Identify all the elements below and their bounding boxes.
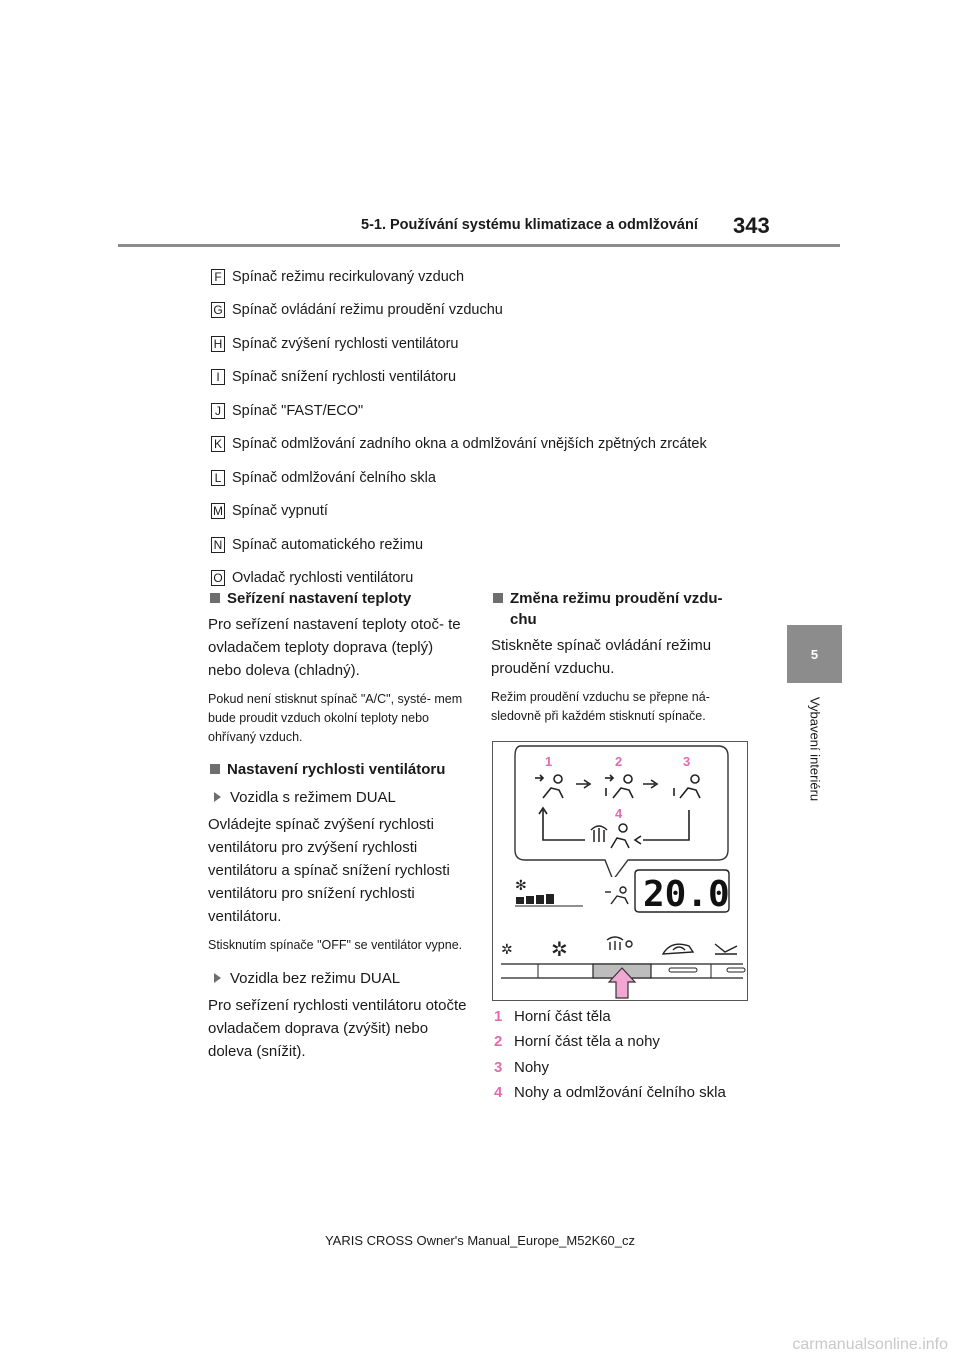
fan-heading-text: Nastavení rychlosti ventilátoru — [227, 761, 446, 778]
legend-letter: M — [213, 504, 223, 519]
legend-letter: F — [211, 269, 225, 285]
legend-item — [211, 528, 791, 562]
legend-text: Spínač odmlžování zadního okna a odmlžování vnějších zpětných zrcátek — [232, 436, 707, 453]
legend-text: Spínač vypnutí — [232, 503, 328, 520]
mode-text: Horní část těla a nohy — [514, 1033, 660, 1051]
legend-item — [211, 428, 791, 462]
triangle-bullet-icon — [214, 973, 221, 983]
nodual-bullet — [208, 967, 470, 990]
legend-text: Ovladač rychlosti ventilátoru — [232, 570, 414, 587]
fan-large-icon: ✲ — [551, 937, 568, 961]
chapter-label: Vybavení interiéru — [807, 696, 823, 802]
climate-display-illustration — [493, 742, 747, 1000]
mode-item — [494, 1080, 774, 1105]
dual-bullet — [208, 786, 470, 809]
legend-text: Spínač "FAST/ECO" — [232, 402, 364, 419]
square-bullet-icon — [210, 593, 220, 603]
recirculate-icon — [663, 944, 693, 954]
mode-item — [494, 1004, 774, 1029]
left-column — [208, 588, 470, 1071]
legend-item — [211, 260, 791, 294]
header-rule — [118, 244, 840, 247]
legend-letter: I — [211, 369, 225, 385]
legend-item — [211, 294, 791, 328]
legend-item — [211, 461, 791, 495]
legend-list — [211, 260, 791, 595]
legend-letter: O — [211, 570, 225, 586]
mode-label-2: 2 — [615, 754, 623, 769]
dual-note: Stisknutím spínače "OFF" se ventilátor vypne. — [208, 938, 463, 952]
airflow-note: Režim proudění vzduchu se přepne ná- sledovně při každém stisknutí spínače. — [491, 690, 710, 723]
mode-number: 2 — [494, 1033, 503, 1051]
fan-small-icon: ✲ — [501, 942, 513, 958]
right-column — [491, 588, 753, 738]
square-bullet-icon — [210, 764, 220, 774]
legend-text: Spínač ovládání režimu proudění vzduchu — [232, 302, 503, 319]
fresh-air-icon — [715, 944, 737, 954]
mode-number: 4 — [494, 1084, 503, 1102]
mode-item — [494, 1029, 774, 1054]
legend-letter: N — [211, 537, 225, 553]
temp-note: Pokud není stisknut spínač "A/C", systé- mem bude proudit vzduch okolní teploty nebo ohřívaný vzduch. — [208, 692, 463, 744]
fan-heading — [208, 759, 470, 780]
legend-letter: J — [211, 403, 225, 419]
fan-icon: ✻ — [515, 878, 527, 894]
mode-number: 3 — [494, 1058, 503, 1076]
page-number: 343 — [733, 213, 770, 238]
mode-number: 1 — [494, 1008, 503, 1026]
airflow-mode-diagram — [492, 741, 748, 1001]
footer: YARIS CROSS Owner's Manual_Europe_M52K60_cz — [324, 1233, 636, 1248]
button-indicator — [727, 968, 745, 972]
legend-item — [211, 394, 791, 428]
legend-text: Spínač režimu recirkulovaný vzduch — [232, 268, 465, 285]
legend-item — [211, 361, 791, 395]
mode-text: Nohy — [514, 1058, 550, 1076]
airflow-heading-text: Změna režimu proudění vzdu- chu — [510, 590, 723, 628]
chapter-number: 5 — [810, 646, 819, 662]
temp-heading — [208, 588, 470, 609]
legend-text: Spínač zvýšení rychlosti ventilátoru — [232, 335, 459, 352]
temp-readout: 20.0 — [643, 874, 730, 915]
legend-text: Spínač automatického režimu — [232, 536, 424, 553]
mode-text: Nohy a odmlžování čelního skla — [514, 1084, 726, 1102]
nodual-bullet-text: Vozidla bez režimu DUAL — [230, 970, 401, 987]
mode-label-3: 3 — [683, 754, 691, 769]
temp-body: Pro seřízení nastavení teploty otoč- te ovladačem teploty doprava (teplý) nebo doleva (chladný). — [208, 616, 461, 679]
button-indicator — [669, 968, 697, 972]
legend-text: Spínač snížení rychlosti ventilátoru — [232, 369, 457, 386]
legend-item — [211, 495, 791, 529]
legend-text: Spínač odmlžování čelního skla — [232, 469, 436, 486]
mode-item — [494, 1055, 774, 1080]
airflow-heading — [491, 588, 753, 630]
mode-list — [494, 1004, 774, 1105]
watermark: carmanualsonline.info — [792, 1336, 948, 1353]
mode-text: Horní část těla — [514, 1008, 611, 1026]
legend-letter: G — [211, 302, 225, 318]
dual-body: Ovládejte spínač zvýšení rychlosti ventilátoru pro zvýšení rychlosti ventilátoru a spínač snížení rychlosti ventilátoru pro snížení rychlosti ventilátoru. — [208, 816, 450, 925]
section-title: 5-1. Používání systému klimatizace a odmlžování — [361, 217, 698, 233]
mode-label-1: 1 — [545, 754, 553, 769]
airflow-mode-icon — [607, 937, 632, 950]
chapter-tab — [787, 625, 842, 683]
mode-label-4: 4 — [615, 806, 623, 821]
legend-item — [211, 327, 791, 361]
triangle-bullet-icon — [214, 792, 221, 802]
dual-bullet-text: Vozidla s režimem DUAL — [230, 789, 396, 806]
legend-letter: L — [211, 470, 225, 486]
nodual-body: Pro seřízení rychlosti ventilátoru otočte ovladačem doprava (zvýšit) nebo doleva (snížit). — [208, 997, 467, 1060]
square-bullet-icon — [493, 593, 503, 603]
legend-letter: H — [211, 336, 225, 352]
temp-heading-text: Seřízení nastavení teploty — [227, 590, 412, 607]
airflow-body: Stiskněte spínač ovládání režimu proudění vzduchu. — [491, 637, 712, 677]
legend-letter: K — [211, 436, 225, 452]
